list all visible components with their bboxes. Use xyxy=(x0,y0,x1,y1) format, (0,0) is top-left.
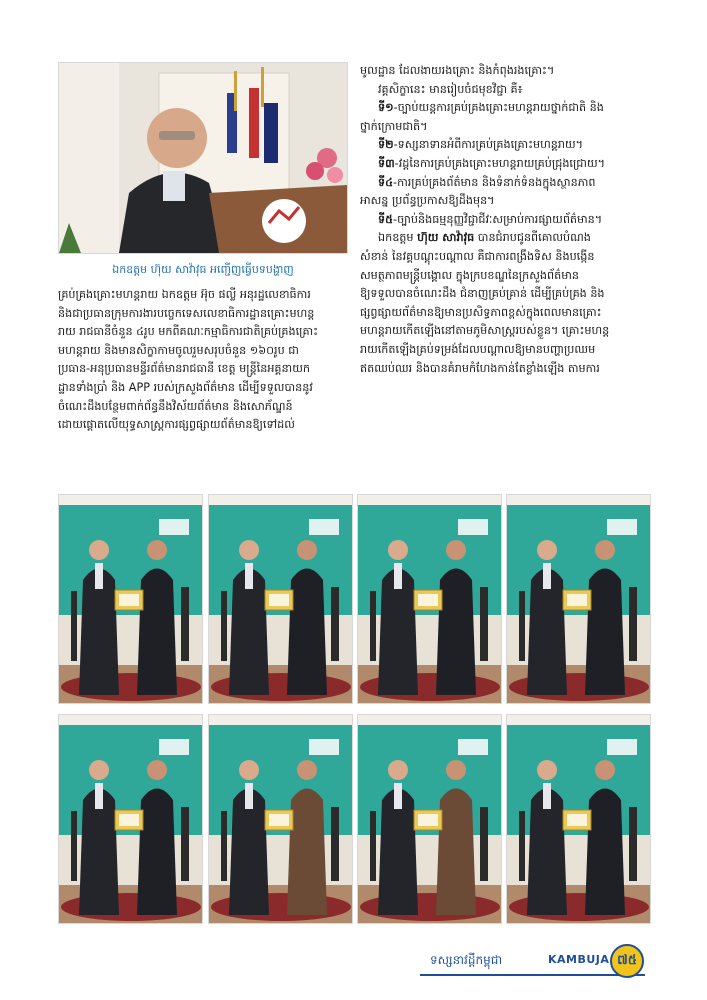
paragraph-line: ដោយផ្តោតលើយុទ្ធសាស្រ្តការផ្សព្វផ្សាយព័ត៌មានឱ្យទៅដល់ xyxy=(58,418,295,432)
paragraph-line: ឱ្យទទួលបានចំណេះដឹង ជំនាញគ្រប់គ្រាន់ ដើម្បីគ្រប់គ្រង និង xyxy=(360,287,605,301)
paragraph-line: ចំណេះដឹងបន្ថែមពាក់ព័ន្ធនឹងវិស័យព័ត៌មាន និងសោភ័ណ្ឌន៍ xyxy=(58,399,293,413)
speaker-photo xyxy=(58,62,348,254)
paragraph-line: មូលដ្ឋាន ដែលងាយរងគ្រោះ និងកំពុងរងគ្រោះ។ xyxy=(360,64,555,77)
paragraph-line: រាយ រាជធានីចំនួន ៤រូប មកពីគណៈកម្មាធិការជាតិគ្រប់គ្រងគ្រោះ xyxy=(58,325,319,339)
page-number-badge: ៧៥ xyxy=(610,944,644,978)
award-photo-3 xyxy=(357,494,502,704)
footer-rule xyxy=(420,974,645,976)
right-column-text xyxy=(360,62,650,378)
paragraph-line: អាសន្ន ប្រព័ន្ធប្រកាសឱ្យដឹងមុន។ xyxy=(360,194,495,208)
paragraph-line: ទី៤-ការគ្រប់គ្រងព័ត៌មាន និងទំនាក់ទំនងក្នុងស្ថានភាព xyxy=(378,175,596,189)
paragraph-line: រាយកើតឡើងគ្រប់ទម្រង់ដែលបណ្តាលឱ្យមានបញ្ហាប្រឈម xyxy=(360,342,596,356)
paragraph-line: ថ្នាក់ក្រោមជាតិ។ xyxy=(360,119,428,133)
paragraph-line: គ្រប់គ្រងគ្រោះមហន្តរាយ ឯកឧត្តម អ៊ុច ផល្លី អនុរដ្ឋលេខាធិការ xyxy=(58,288,311,301)
paragraph-line: ឯកឧត្តម ហ៊ុយ សាវ៉ាវុធ បានជំរាបជូនពីគោលបំណង xyxy=(378,231,591,245)
paragraph-line: ទី២-ទស្សនាទានអំពីការគ្រប់គ្រងគ្រោះមហន្តរាយ។ xyxy=(378,138,584,152)
paragraph-line: ទី១-ច្បាប់យន្តការគ្រប់គ្រងគ្រោះមហន្តរាយថ្នាក់ជាតិ និង xyxy=(378,101,604,115)
page-footer xyxy=(420,944,660,978)
award-photo-7 xyxy=(357,714,502,924)
award-photo-8 xyxy=(506,714,651,924)
left-column-text xyxy=(58,286,348,435)
paragraph-line: និងជាប្រធានក្រុមការងារបច្ចេកទេសលេខាធិការដ្ឋានគ្រោះមហន្ត xyxy=(58,306,315,320)
award-photo-1 xyxy=(58,494,203,704)
award-photo-4 xyxy=(506,494,651,704)
award-photo-2 xyxy=(208,494,353,704)
paragraph-line: ប្រធាន-អនុប្រធានមន្ទីរព័ត៌មានរាជធានី ខេត្ត មន្ត្រីនៃអគ្គនាយក xyxy=(58,362,310,376)
award-photo-5 xyxy=(58,714,203,924)
paragraph-line: សមត្ថភាពមន្ត្រីបង្គោល ក្នុងក្របខណ្ឌនៃក្រសួងព័ត៌មាន xyxy=(360,268,579,282)
paragraph-line: មហន្តរាយកើតឡើងនៅតាមភូមិសាស្ត្ររបស់ខ្លួន។ គ្រោះមហន្ត xyxy=(360,324,610,338)
paragraph-line: ទី៥-ច្បាប់និងធម្មនុញ្ញវិជ្ជាជីវៈសម្រាប់ការផ្សាយព័ត៌មាន។ xyxy=(378,212,603,226)
paragraph-line: ទី៣-វដ្តនៃការគ្រប់គ្រងគ្រោះមហន្តរាយគ្រប់ជ្រុងជ្រោយ។ xyxy=(378,156,605,170)
paragraph-line: ដ្ឋានទាំងប្រាំ និង APP របស់ក្រសួងព័ត៌មាន ដើម្បីទទួលបាននូវ xyxy=(58,380,313,394)
paragraph-line: មហន្តរាយ និងមានសិក្ខាកាមចូលរួមសរុបចំនួន ១៦០រូប ជា xyxy=(58,343,299,357)
paragraph-line: វគ្គសិក្ខានេះ មានរៀបចំជមុខវិជ្ជា គឺ៖ xyxy=(378,82,523,96)
photo-caption: ឯកឧត្តម ហ៊ុយ សាវ៉ាវុធ អញ្ជើញធ្វើបទបង្ហាញ xyxy=(112,263,294,276)
award-photo-6 xyxy=(208,714,353,924)
paragraph-line: ឥតឈប់ឈរ និងបានគំរាមកំហែងកាន់តែខ្លាំងឡើង តាមការ xyxy=(360,361,600,375)
magazine-title: ទស្សនាវដ្តីកម្ពុជា xyxy=(430,953,503,967)
paragraph-line: ផ្សព្វផ្សាយព័ត៌មានឱ្យមានប្រសិទ្ធភាពខ្ពស់ក្នុងពេលមានគ្រោះ xyxy=(360,305,602,319)
paragraph-line: សំខាន់ នៃវគ្គបណ្តុះបណ្តាល គឺជាការពង្រឹងទិស និងបង្កើន xyxy=(360,249,595,263)
magazine-brand: KAMBUJA xyxy=(548,953,610,966)
